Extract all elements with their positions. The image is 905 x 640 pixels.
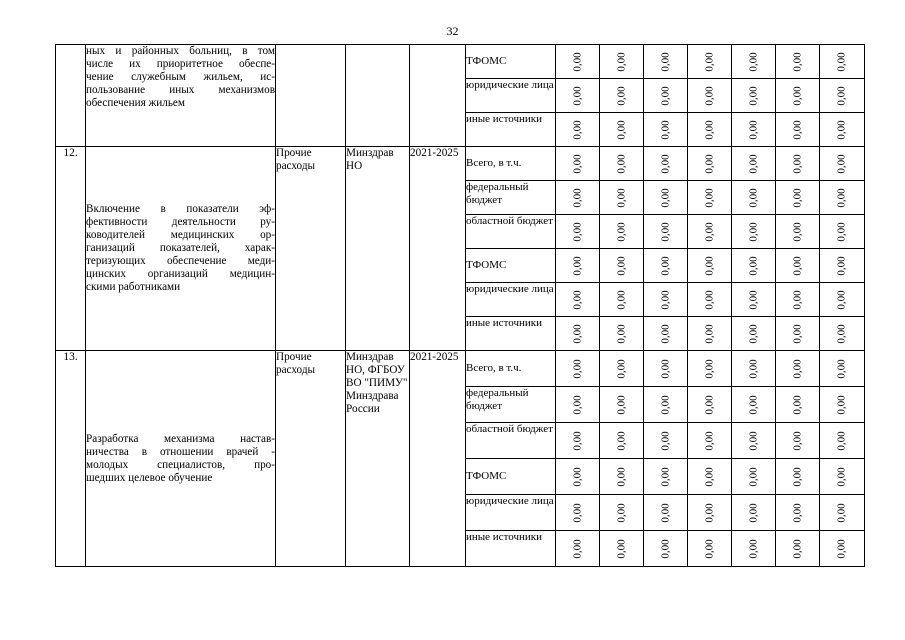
value-text: 0,00 [791,430,803,451]
value-text: 0,00 [571,430,583,451]
value-cell [556,531,600,567]
empty-cell [276,45,346,147]
value-text: 0,00 [835,502,848,523]
value-cell [600,79,644,113]
value-text: 0,00 [615,289,627,310]
value-cell [776,181,820,215]
value-text: 0,00 [571,466,583,487]
page-number: 32 [446,24,459,38]
value-text: 0,00 [703,430,715,451]
value-cell [732,495,776,531]
value-text: 0,00 [659,51,671,72]
description-line: теризующих обеспечение меди- [86,255,275,267]
value-text: 0,00 [659,85,671,106]
value-text: 0,00 [835,430,848,451]
value-text: 0,00 [791,358,803,379]
value-cell [776,495,820,531]
funding-source: иные источники [466,113,556,147]
value-cell [688,249,732,283]
value-cell [644,249,688,283]
table-row [56,45,865,79]
value-cell [776,79,820,113]
value-cell [820,531,865,567]
value-text: 0,00 [703,538,715,559]
value-text: 0,00 [659,187,671,208]
funding-source: Всего, в т.ч. [466,147,556,181]
value-text: 0,00 [571,502,583,523]
value-text: 0,00 [703,119,715,140]
value-cell [556,113,600,147]
value-cell [644,181,688,215]
period: 2021-2025 [410,351,466,567]
value-cell [688,147,732,181]
funding-source: Всего, в т.ч. [466,351,556,387]
value-text: 0,00 [835,394,848,415]
funding-source: федеральный бюджет [466,387,556,423]
value-text: 0,00 [703,289,715,310]
value-text: 0,00 [703,255,715,276]
value-text: 0,00 [747,394,759,415]
value-cell [732,181,776,215]
value-text: 0,00 [571,289,583,310]
value-text: 0,00 [659,466,671,487]
value-text: 0,00 [703,502,715,523]
value-cell [556,459,600,495]
value-text: 0,00 [747,119,759,140]
value-cell [820,459,865,495]
value-text: 0,00 [747,323,759,344]
value-cell [776,147,820,181]
value-cell [600,181,644,215]
value-cell [600,459,644,495]
value-text: 0,00 [615,466,627,487]
funding-source: ТФОМС [466,45,556,79]
value-cell [600,249,644,283]
value-text: 0,00 [791,187,803,208]
value-cell [688,317,732,351]
item-description [86,147,276,351]
empty-cell [410,45,466,147]
value-cell [644,531,688,567]
value-text: 0,00 [835,358,848,379]
value-cell [556,147,600,181]
value-text: 0,00 [835,51,848,72]
description-line: ганизаций показателей, харак- [86,242,275,254]
value-cell [732,113,776,147]
value-cell [732,531,776,567]
value-cell [820,317,865,351]
value-text: 0,00 [791,502,803,523]
value-cell [600,283,644,317]
value-cell [600,495,644,531]
value-text: 0,00 [615,255,627,276]
value-cell [732,215,776,249]
item-number: 12. [56,147,86,351]
value-text: 0,00 [659,502,671,523]
value-cell [776,531,820,567]
item-description [86,351,276,567]
value-cell [776,45,820,79]
value-cell [688,495,732,531]
value-text: 0,00 [615,430,627,451]
funding-source: юридические лица [466,283,556,317]
value-cell [820,79,865,113]
value-text: 0,00 [747,51,759,72]
funding-source: иные источники [466,531,556,567]
value-cell [732,351,776,387]
value-text: 0,00 [835,153,848,174]
value-cell [600,147,644,181]
value-cell [688,113,732,147]
value-cell [600,387,644,423]
value-cell [644,459,688,495]
value-text: 0,00 [659,538,671,559]
value-text: 0,00 [571,153,583,174]
description-line: Включение в показатели эф- [86,203,275,215]
value-cell [820,283,865,317]
value-cell [644,147,688,181]
item-description [86,45,276,147]
value-text: 0,00 [835,187,848,208]
funding-source: ТФОМС [466,249,556,283]
value-cell [776,283,820,317]
value-cell [820,351,865,387]
value-text: 0,00 [835,538,848,559]
value-text: 0,00 [659,153,671,174]
value-cell [644,423,688,459]
value-cell [556,495,600,531]
value-text: 0,00 [571,221,583,242]
value-text: 0,00 [747,255,759,276]
description-line: числе их приоритетное обеспе- [86,58,275,70]
value-text: 0,00 [615,153,627,174]
value-text: 0,00 [615,51,627,72]
value-text: 0,00 [791,221,803,242]
value-text: 0,00 [659,430,671,451]
funding-source: федеральный бюджет [466,181,556,215]
value-text: 0,00 [703,153,715,174]
value-text: 0,00 [615,323,627,344]
value-text: 0,00 [747,430,759,451]
value-text: 0,00 [791,466,803,487]
value-cell [732,283,776,317]
value-text: 0,00 [747,538,759,559]
value-cell [644,317,688,351]
value-cell [688,387,732,423]
value-cell [688,459,732,495]
value-text: 0,00 [791,394,803,415]
value-cell [732,45,776,79]
period: 2021-2025 [410,147,466,351]
value-cell [776,387,820,423]
value-cell [688,283,732,317]
description-line: пользование иных механизмов [86,84,275,96]
value-text: 0,00 [835,466,848,487]
value-cell [688,215,732,249]
value-text: 0,00 [615,394,627,415]
value-text: 0,00 [703,323,715,344]
description-line: ничества в отношении врачей - [86,445,275,458]
value-cell [820,181,865,215]
value-text: 0,00 [703,358,715,379]
value-cell [776,215,820,249]
value-text: 0,00 [615,538,627,559]
value-text: 0,00 [791,538,803,559]
value-cell [556,45,600,79]
description-line: скими работниками [86,281,181,293]
value-text: 0,00 [747,358,759,379]
value-cell [556,423,600,459]
value-text: 0,00 [615,187,627,208]
value-text: 0,00 [703,466,715,487]
value-text: 0,00 [659,119,671,140]
value-cell [820,147,865,181]
value-text: 0,00 [835,85,848,106]
value-text: 0,00 [747,153,759,174]
value-text: 0,00 [703,394,715,415]
table-row [56,147,865,181]
value-cell [688,531,732,567]
value-cell [688,351,732,387]
value-cell [820,495,865,531]
value-text: 0,00 [571,394,583,415]
value-cell [820,423,865,459]
funding-source: областной бюджет [466,423,556,459]
value-cell [776,249,820,283]
value-cell [820,45,865,79]
value-cell [732,147,776,181]
value-text: 0,00 [747,502,759,523]
value-cell [644,283,688,317]
value-cell [600,45,644,79]
description-line: обеспечения жильем [86,97,185,109]
value-text: 0,00 [747,289,759,310]
value-cell [556,215,600,249]
description-line: цинских организаций медицин- [86,268,275,280]
value-cell [556,283,600,317]
value-cell [820,387,865,423]
value-text: 0,00 [571,358,583,379]
value-cell [820,249,865,283]
value-text: 0,00 [615,358,627,379]
value-cell [820,113,865,147]
value-text: 0,00 [571,323,583,344]
value-cell [688,423,732,459]
value-cell [732,387,776,423]
value-cell [556,351,600,387]
value-text: 0,00 [615,119,627,140]
description-line: шедших целевое обучение [86,471,213,484]
value-text: 0,00 [835,221,848,242]
funding-source: иные источники [466,317,556,351]
empty-cell [346,45,410,147]
expense-type: Прочие расходы [276,147,346,351]
table-body [56,45,865,567]
value-cell [556,249,600,283]
value-text: 0,00 [571,255,583,276]
value-cell [820,215,865,249]
funding-source: юридические лица [466,495,556,531]
value-text: 0,00 [659,323,671,344]
value-text: 0,00 [791,323,803,344]
value-text: 0,00 [615,221,627,242]
value-text: 0,00 [791,51,803,72]
value-cell [732,459,776,495]
value-text: 0,00 [659,255,671,276]
description-line: фективности деятельности ру- [86,216,275,228]
value-text: 0,00 [703,51,715,72]
description-line: молодых специалистов, про- [86,458,275,471]
description-line: ководителей медицинских ор- [86,229,275,241]
value-cell [644,387,688,423]
value-cell [776,113,820,147]
value-text: 0,00 [703,85,715,106]
value-text: 0,00 [791,153,803,174]
value-text: 0,00 [791,85,803,106]
value-text: 0,00 [835,323,848,344]
value-cell [644,495,688,531]
value-cell [600,317,644,351]
value-text: 0,00 [747,221,759,242]
value-cell [732,317,776,351]
value-cell [776,351,820,387]
value-text: 0,00 [791,119,803,140]
value-cell [688,79,732,113]
value-text: 0,00 [791,255,803,276]
value-text: 0,00 [571,85,583,106]
value-text: 0,00 [659,221,671,242]
value-cell [776,459,820,495]
value-cell [600,531,644,567]
value-cell [556,317,600,351]
value-cell [644,45,688,79]
value-cell [600,423,644,459]
value-text: 0,00 [659,358,671,379]
value-cell [644,79,688,113]
value-cell [732,423,776,459]
value-cell [644,215,688,249]
executor: Минздрав НО [346,147,410,351]
value-cell [688,45,732,79]
value-text: 0,00 [571,119,583,140]
description-line: Разработка механизма настав- [86,432,275,445]
value-cell [732,249,776,283]
funding-table [55,44,865,567]
value-text: 0,00 [791,289,803,310]
expense-type: Прочие расходы [276,351,346,567]
value-text: 0,00 [835,289,848,310]
value-cell [688,181,732,215]
value-cell [556,387,600,423]
value-text: 0,00 [835,119,848,140]
value-text: 0,00 [703,221,715,242]
table-row [56,351,865,387]
item-number [56,45,86,147]
value-cell [644,351,688,387]
value-cell [600,351,644,387]
item-number: 13. [56,351,86,567]
funding-source: областной бюджет [466,215,556,249]
funding-source: юридические лица [466,79,556,113]
value-text: 0,00 [747,187,759,208]
value-text: 0,00 [659,394,671,415]
funding-source: ТФОМС [466,459,556,495]
value-text: 0,00 [703,187,715,208]
value-cell [776,317,820,351]
value-text: 0,00 [747,466,759,487]
value-cell [600,113,644,147]
value-text: 0,00 [571,538,583,559]
description-line: чение служебным жильем, ис- [86,71,275,83]
value-text: 0,00 [835,255,848,276]
value-cell [556,181,600,215]
value-cell [644,113,688,147]
value-cell [556,79,600,113]
value-cell [776,423,820,459]
value-text: 0,00 [571,187,583,208]
value-text: 0,00 [747,85,759,106]
value-text: 0,00 [615,502,627,523]
executor: Минздрав НО, ФГБОУ ВО "ПИМУ" Минздрава России [346,351,410,567]
value-cell [732,79,776,113]
value-cell [600,215,644,249]
value-text: 0,00 [571,51,583,72]
value-text: 0,00 [615,85,627,106]
description-line: ных и районных больниц, в том [86,45,275,57]
value-text: 0,00 [659,289,671,310]
